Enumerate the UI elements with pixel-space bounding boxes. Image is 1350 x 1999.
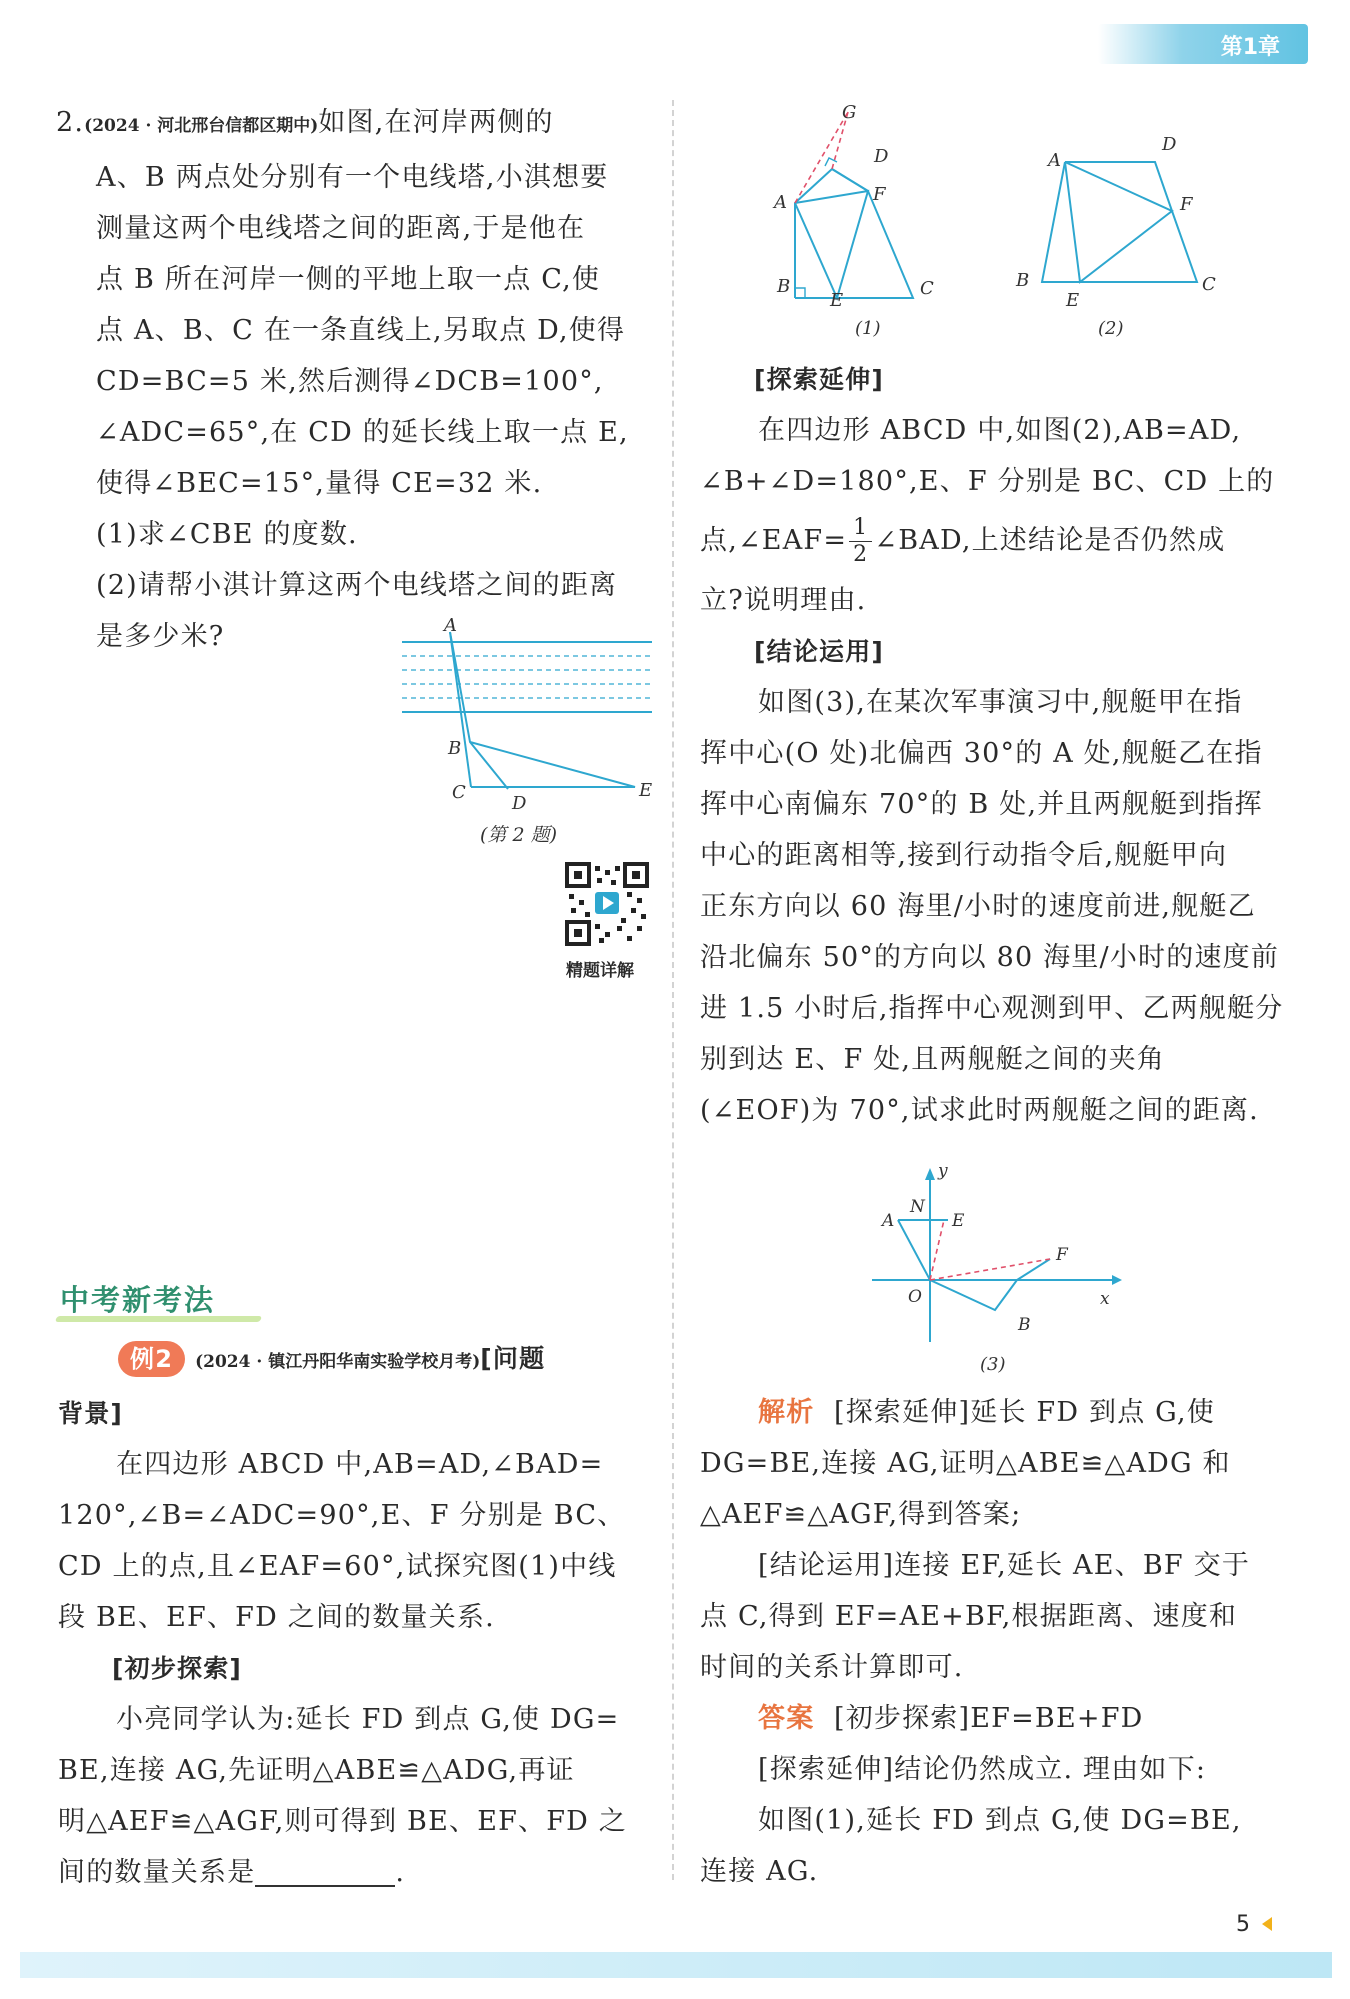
extend-line-2: ∠B+∠D=180°,E、F 分别是 BC、CD 上的 xyxy=(700,466,1275,497)
fig2-quad xyxy=(1042,162,1197,282)
q2-line-0: 如图,在河岸两侧的 xyxy=(318,107,554,138)
q2-line-5: CD=BC=5 米,然后测得∠DCB=100°, xyxy=(96,366,604,397)
extend-line-4: 立?说明理由. xyxy=(700,585,867,616)
fig3-caption: (3) xyxy=(980,1354,1006,1375)
line-ac xyxy=(450,632,471,787)
q2-line-2: 测量这两个电线塔之间的距离,于是他在 xyxy=(96,213,586,244)
line-oe xyxy=(930,1220,944,1280)
column-divider xyxy=(672,100,674,1880)
analysis2-line-1: 点 C,得到 EF=AE+BF,根据距离、速度和 xyxy=(700,1601,1238,1632)
answer-line-4: 连接 AG. xyxy=(700,1856,819,1887)
fig2-label-b: B xyxy=(1016,270,1030,291)
q2-source: (2024 · 河北邢台信都区期中) xyxy=(84,116,319,136)
fig2-triangle-aef xyxy=(1065,162,1172,282)
apply-line-7: 别到达 E、F 处,且两舰艇之间的夹角 xyxy=(700,1044,1165,1075)
analysis-label: 解析 xyxy=(758,1397,815,1428)
extend-line-1: 在四边形 ABCD 中,如图(2),AB=AD, xyxy=(758,415,1242,446)
q2-label-b: B xyxy=(448,738,462,759)
fig3-label-b: B xyxy=(1018,1315,1031,1335)
fig1-triangle-aef xyxy=(795,191,868,298)
footer-bar xyxy=(20,1952,1332,1978)
example-line-2: CD 上的点,且∠EAF=60°,试探究图(1)中线 xyxy=(58,1551,617,1582)
page-arrow-icon xyxy=(1262,1917,1272,1931)
initial-line-2: 明△AEF≌△AGF,则可得到 BE、EF、FD 之 xyxy=(58,1806,628,1837)
q2-label-d: D xyxy=(512,793,527,814)
fraction-half xyxy=(849,517,872,566)
fig1-label-a: A xyxy=(774,192,787,213)
fig1-right-angle-b xyxy=(795,288,805,298)
q2-line-7: 使得∠BEC=15°,量得 CE=32 米. xyxy=(96,468,543,499)
analysis-line-2: △AEF≌△AGF,得到答案; xyxy=(700,1499,1022,1530)
chapter-label: 第1章 xyxy=(1220,35,1280,60)
initial-line-3: 间的数量关系是 xyxy=(58,1857,256,1888)
fig2-label-d: D xyxy=(1162,134,1177,155)
fig2-label-a: A xyxy=(1048,150,1061,171)
analysis-line-1: DG=BE,连接 AG,证明△ABE≌△ADG 和 xyxy=(700,1448,1231,1479)
qr-label: 精题详解 xyxy=(566,961,634,981)
answer-blank[interactable] xyxy=(255,1855,395,1887)
extend-section xyxy=(700,354,1300,1136)
q2-line-8: (1)求∠CBE 的度数. xyxy=(96,519,358,550)
q2-figure xyxy=(390,612,662,852)
figure-3 xyxy=(860,1160,1130,1380)
analysis-section xyxy=(700,1387,1300,1897)
figures-1-2 xyxy=(770,100,1220,345)
fig2-caption: (2) xyxy=(1098,318,1124,339)
apply-line-2: 挥中心南偏东 70°的 B 处,并且两舰艇到指挥 xyxy=(700,789,1263,820)
q2-line-1: A、B 两点处分别有一个电线塔,小淇想要 xyxy=(96,162,609,193)
fig3-label-a: A xyxy=(882,1211,895,1231)
fig1-label-d: D xyxy=(874,146,889,167)
y-axis-arrow xyxy=(925,1168,935,1180)
fig1-label-f: F xyxy=(873,184,886,205)
tag-initial: [初步探索] xyxy=(112,1654,243,1683)
answer-line-3: 如图(1),延长 FD 到点 G,使 DG=BE, xyxy=(758,1805,1242,1836)
example-badge: 例2 xyxy=(118,1341,185,1377)
initial-line-1: BE,连接 AG,先证明△ABE≌△ADG,再证 xyxy=(58,1755,575,1786)
fig2-label-e: E xyxy=(1066,290,1080,311)
fig1-label-c: C xyxy=(920,278,934,299)
fig1-label-b: B xyxy=(777,276,791,297)
tag-extend: [探索延伸] xyxy=(754,365,885,394)
q2-line-3: 点 B 所在河岸一侧的平地上取一点 C,使 xyxy=(96,264,601,295)
fig1-quad xyxy=(795,169,913,298)
analysis-line-0: [探索延伸]延长 FD 到点 G,使 xyxy=(833,1397,1215,1428)
section-title xyxy=(60,1278,260,1322)
example-line-3: 段 BE、EF、FD 之间的数量关系. xyxy=(58,1602,495,1633)
apply-line-6: 进 1.5 小时后,指挥中心观测到甲、乙两舰艇分 xyxy=(700,993,1284,1024)
example-source: (2024 · 镇江丹阳华南实验学校月考) xyxy=(195,1352,481,1372)
answer-line-2: [探索延伸]结论仍然成立. 理由如下: xyxy=(758,1754,1207,1785)
fig1-caption: (1) xyxy=(855,318,881,339)
apply-line-3: 中心的距离相等,接到行动指令后,舰艇甲向 xyxy=(700,840,1228,871)
fig1-label-e: E xyxy=(830,290,844,311)
fig1-ag xyxy=(795,112,848,203)
apply-line-4: 正东方向以 60 海里/小时的速度前进,舰艇乙 xyxy=(700,891,1256,922)
tag-apply: [结论运用] xyxy=(754,637,885,666)
q2-line-9: (2)请帮小淇计算这两个电线塔之间的距离 xyxy=(96,570,618,601)
fig1-df xyxy=(832,169,868,191)
fig3-label-o: O xyxy=(908,1287,922,1307)
fig1-label-g: G xyxy=(842,102,857,123)
question-2 xyxy=(56,97,656,662)
analysis2-line-2: 时间的关系计算即可. xyxy=(700,1652,964,1683)
q2-line-6: ∠ADC=65°,在 CD 的延长线上取一点 E, xyxy=(96,417,629,448)
extend-line-3b: ∠BAD,上述结论是否仍然成 xyxy=(874,525,1226,556)
fraction-den: 2 xyxy=(853,542,869,567)
fig3-label-x: x xyxy=(1100,1289,1110,1309)
q2-line-4: 点 A、B、C 在一条直线上,另取点 D,使得 xyxy=(96,315,626,346)
answer-label: 答案 xyxy=(758,1703,815,1734)
q2-number: 2. xyxy=(56,107,85,138)
apply-line-0: 如图(3),在某次军事演习中,舰艇甲在指 xyxy=(758,687,1243,718)
q2-label-a: A xyxy=(444,615,457,636)
example-2 xyxy=(58,1333,658,1898)
page-number: 5 xyxy=(1236,1912,1250,1937)
extend-line-3a: 点,∠EAF= xyxy=(700,525,848,556)
tag-background-b: 背景] xyxy=(58,1399,124,1428)
fig3-label-f: F xyxy=(1056,1245,1068,1265)
example-line-0: 在四边形 ABCD 中,AB=AD,∠BAD= xyxy=(116,1449,604,1480)
x-axis-arrow xyxy=(1112,1275,1122,1285)
triangle-bec xyxy=(470,742,635,787)
fig2-label-f: F xyxy=(1180,194,1193,215)
q2-line-10: 是多少米? xyxy=(96,621,225,652)
answer-line-1: [初步探索]EF=BE+FD xyxy=(833,1703,1144,1734)
fig3-label-e: E xyxy=(952,1211,965,1231)
fig3-label-y: y xyxy=(938,1161,948,1181)
line-bf xyxy=(1017,1259,1050,1280)
section-title-text: 中考新考法 xyxy=(60,1283,216,1317)
fraction-num: 1 xyxy=(849,517,872,542)
q2-label-e: E xyxy=(639,780,653,801)
example-line-1: 120°,∠B=∠ADC=90°,E、F 分别是 BC、 xyxy=(58,1500,626,1531)
apply-line-1: 挥中心(O 处)北偏西 30°的 A 处,舰艇乙在指 xyxy=(700,738,1263,769)
q2-label-c: C xyxy=(452,782,466,803)
q2-caption: (第 2 题) xyxy=(480,824,557,846)
tag-background-a: [问题 xyxy=(480,1344,546,1373)
apply-line-8: (∠EOF)为 70°,试求此时两舰艇之间的距离. xyxy=(700,1095,1259,1126)
initial-end: . xyxy=(395,1857,406,1888)
initial-line-0: 小亮同学认为:延长 FD 到点 G,使 DG= xyxy=(116,1704,620,1735)
qr-code[interactable] xyxy=(565,862,649,946)
chapter-tab xyxy=(1098,24,1308,64)
apply-line-5: 沿北偏东 50°的方向以 80 海里/小时的速度前 xyxy=(700,942,1280,973)
fig3-label-n: N xyxy=(910,1197,925,1217)
fig2-label-c: C xyxy=(1202,274,1216,295)
analysis2-line-0: [结论运用]连接 EF,延长 AE、BF 交于 xyxy=(758,1550,1251,1581)
